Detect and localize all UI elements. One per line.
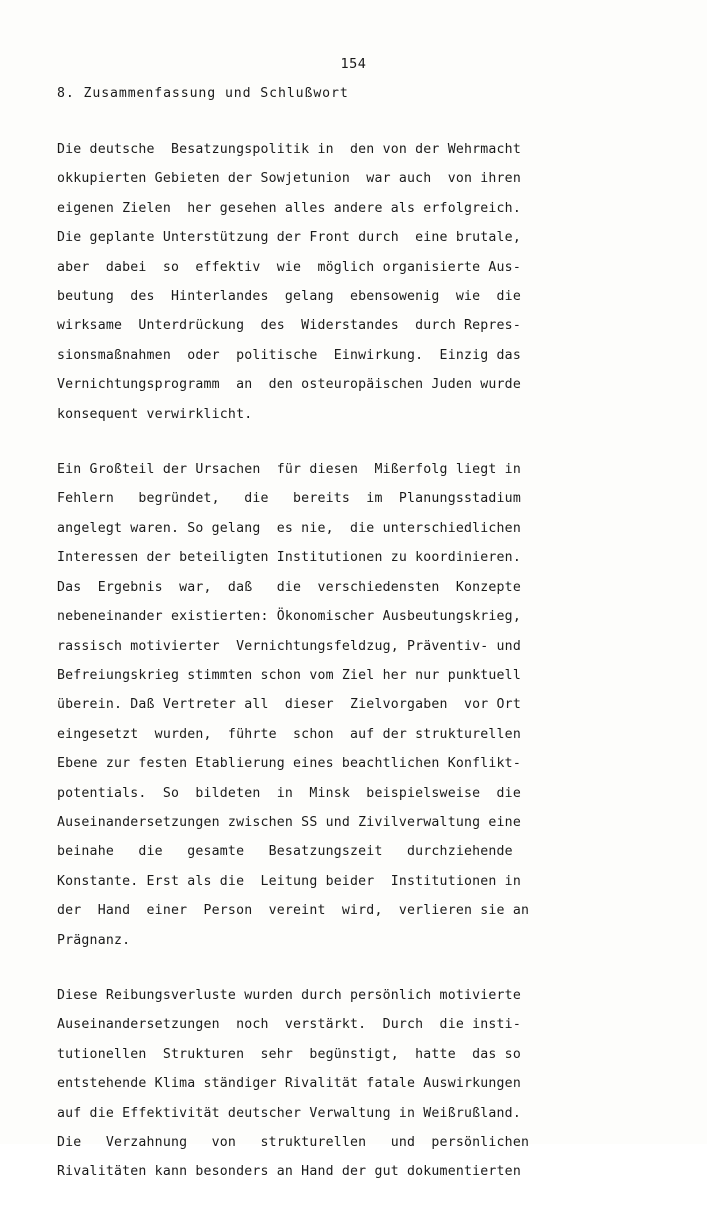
text-line: angelegt waren. So gelang es nie, die unterschiedlichen — [57, 520, 521, 536]
text-line: Ebene zur festen Etablierung eines beachtlichen Konflikt- — [57, 756, 521, 772]
text-line: beinahe die gesamte Besatzungszeit durchziehende — [57, 844, 513, 860]
text-line: Ein Großteil der Ursachen für diesen Mißerfolg liegt in — [57, 462, 521, 478]
text-line: Die deutsche Besatzungspolitik in den von der Wehrmacht — [57, 142, 521, 157]
text-line: Prägnanz. — [57, 932, 131, 948]
text-line: Auseinandersetzungen noch verstärkt. Durch die insti- — [57, 1017, 521, 1033]
paragraph-2 — [57, 455, 657, 955]
text-line: Die Verzahnung von strukturellen und persönlichen — [57, 1135, 530, 1150]
text-line: Konstante. Erst als die Leitung beider Institutionen in — [57, 873, 521, 889]
text-line: aber dabei so effektiv wie möglich organisierte Aus- — [57, 259, 521, 275]
text-line: okkupierten Gebieten der Sowjetunion war auch von ihren — [57, 171, 521, 187]
text-line: potentials. So bildeten in Minsk beispielsweise die — [57, 785, 521, 801]
text-line: entstehende Klima ständiger Rivalität fatale Auswirkungen — [57, 1076, 521, 1092]
text-line: beutung des Hinterlandes gelang ebensowenig wie die — [57, 289, 521, 305]
text-line: Befreiungskrieg stimmten schon vom Ziel her nur punktuell — [57, 667, 521, 683]
text-line: sionsmaßnahmen oder politische Einwirkung. Einzig das — [57, 347, 521, 363]
text-line: nebeneinander existierten: Ökonomischer Ausbeutungskrieg, — [57, 609, 521, 625]
text-line: auf die Effektivität deutscher Verwaltung in Weißrußland. — [57, 1105, 521, 1121]
text-line: überein. Daß Vertreter all dieser Zielvorgaben vor Ort — [57, 697, 521, 713]
text-line: eingesetzt wurden, führte schon auf der strukturellen — [57, 726, 521, 742]
text-line: eigenen Zielen her gesehen alles andere als erfolgreich. — [57, 200, 521, 216]
text-line: wirksame Unterdrückung des Widerstandes durch Repres- — [57, 318, 521, 334]
text-line: Die geplante Unterstützung der Front durch eine brutale, — [57, 230, 521, 246]
paragraph-3 — [57, 981, 657, 1187]
page-content — [57, 86, 657, 1213]
section-heading: 8. Zusammenfassung und Schlußwort — [57, 86, 349, 101]
paragraph-1 — [57, 135, 657, 429]
text-line: Vernichtungsprogramm an den osteuropäischen Juden wurde — [57, 377, 521, 393]
page-number: 154 — [340, 56, 367, 72]
text-line: der Hand einer Person vereint wird, verlieren sie an — [57, 903, 530, 919]
text-line: tutionellen Strukturen sehr begünstigt, hatte das so — [57, 1046, 521, 1062]
text-line: Interessen der beteiligten Institutionen zu koordinieren. — [57, 550, 521, 566]
text-line: Fehlern begründet, die bereits im Planungsstadium — [57, 491, 521, 507]
text-line: Rivalitäten kann besonders an Hand der gut dokumentierten — [57, 1164, 521, 1180]
text-line: Diese Reibungsverluste wurden durch persönlich motivierte — [57, 987, 521, 1003]
text-line: rassisch motivierter Vernichtungsfeldzug, Präventiv- und — [57, 638, 521, 654]
text-line: Das Ergebnis war, daß die verschiedensten Konzepte — [57, 579, 521, 595]
text-line: Auseinandersetzungen zwischen SS und Zivilverwaltung eine — [57, 814, 521, 830]
text-line: konsequent verwirklicht. — [57, 406, 253, 422]
